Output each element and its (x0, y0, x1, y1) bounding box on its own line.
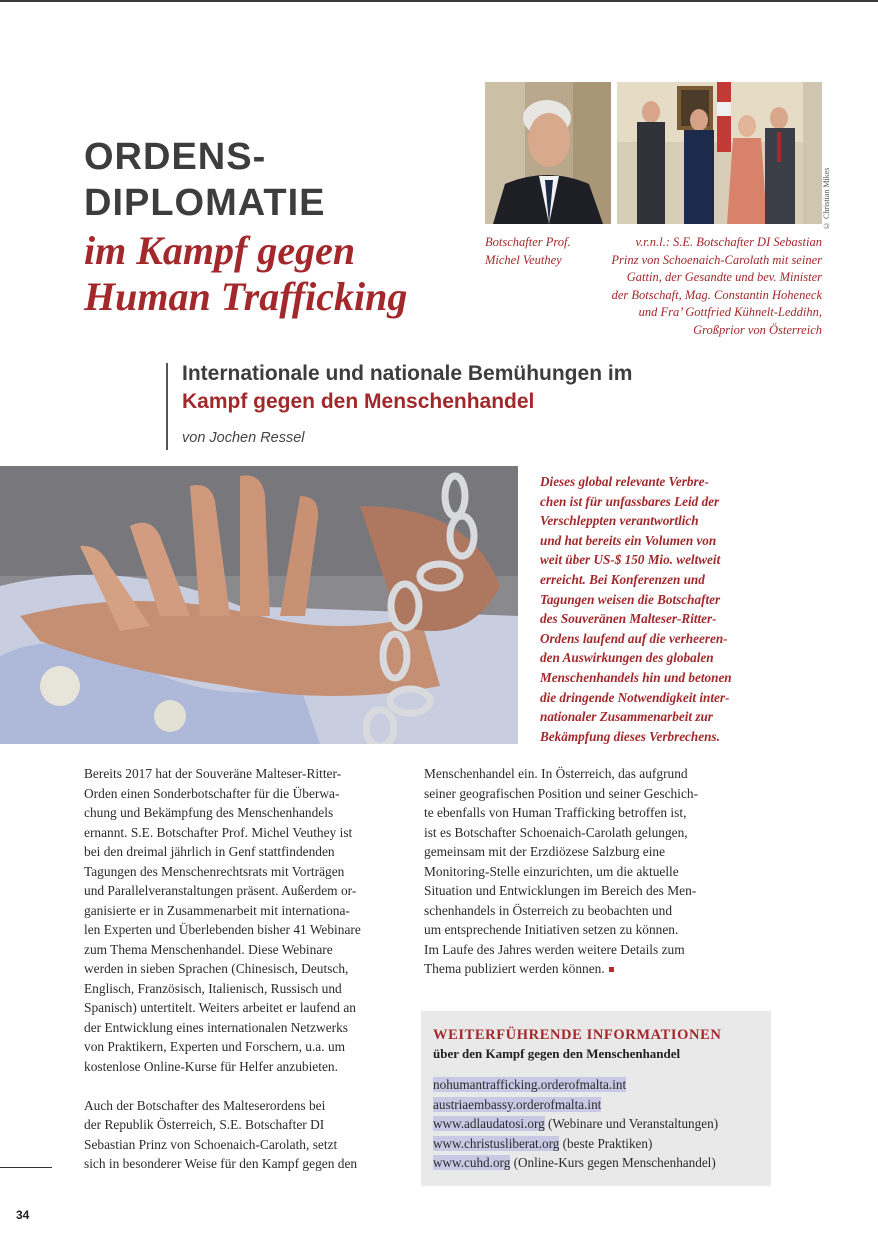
pull-quote-line: chen ist für unfassbares Leid der (540, 493, 720, 509)
link-nohumantrafficking[interactable]: nohumantrafficking.orderofmalta.int (433, 1077, 627, 1092)
body-line: Orden einen Sonderbotschafter für die Überwa- (84, 785, 340, 801)
body-line: bei den dreimal jährlich in Genf stattfindenden (84, 844, 335, 859)
body-line: ernannt. S.E. Botschafter Prof. Michel Veuthey ist (84, 824, 353, 840)
body-line: Sebastian Prinz von Schoenaich-Carolath, setzt (84, 1136, 338, 1152)
title-italic-line-1: im Kampf gegen (84, 228, 356, 273)
body-line: Auch der Botschafter des Malteserordens bei (84, 1097, 326, 1113)
body-line: chung und Bekämpfung des Menschenhandels (84, 805, 334, 820)
body-line: zum Thema Menschenhandel. Diese Webinare (84, 941, 333, 957)
subhead-rule (166, 363, 168, 450)
body-line: te ebenfalls von Human Trafficking betroffen ist, (424, 805, 687, 820)
body-line: seiner geografischen Position und seiner Geschich- (424, 785, 699, 801)
pull-quote-line: den Auswirkungen des globalen (540, 650, 714, 666)
pull-quote-line: und hat bereits ein Volumen von (540, 532, 717, 548)
subheading-line-1: Internationale und nationale Bemühungen im (182, 362, 633, 385)
body-line: Situation und Entwicklungen im Bereich des Men- (424, 883, 697, 898)
body-line: Monitoring-Stelle einzurichten, um die aktuelle (424, 863, 679, 879)
end-of-article-mark (609, 967, 614, 972)
link-note: (Online-Kurs gegen Menschenhandel) (510, 1155, 716, 1171)
body-line: gemeinsam mit der Erzdiözese Salzburg eine (424, 844, 666, 859)
article-title (84, 134, 474, 226)
body-column-2 (424, 764, 754, 998)
link-cuhd[interactable]: www.cuhd.org (433, 1155, 511, 1171)
body-line: Englisch, Französisch, Italienisch, Russisch und (84, 980, 342, 996)
pull-quote-line: nationaler Zusammenarbeit zur (540, 709, 713, 725)
body-line: der Entwicklung eines internationalen Netzwerks (84, 1019, 349, 1035)
title-italic-line-2: Human Trafficking (84, 274, 408, 319)
link-note: (beste Praktiken) (559, 1135, 653, 1151)
portrait-caption-line: Botschafter Prof. (485, 235, 571, 249)
body-line: Bereits 2017 hat der Souveräne Malteser-Ritter- (84, 766, 342, 781)
pull-quote-line: die dringende Notwendigkeit inter- (540, 689, 730, 705)
pull-quote-line: Tagungen weisen die Botschafter (540, 591, 721, 607)
pull-quote-line: Ordens laufend auf die verheeren- (540, 630, 728, 646)
portrait-photo (485, 82, 611, 224)
link-austriaembassy[interactable]: austriaembassy.orderofmalta.int (433, 1096, 602, 1112)
pull-quote-line: Menschenhandels hin und betonen (540, 669, 732, 685)
link-note: (Webinare und Veranstaltungen) (544, 1116, 719, 1132)
body-line: ist es Botschafter Schoenaich-Carolath gelungen, (424, 824, 688, 840)
body-line: und Parallelveranstaltungen präsent. Außerdem or- (84, 883, 357, 898)
pull-quote-line: Bekämpfung dieses Verbrechens. (540, 728, 720, 744)
body-line: Tagungen des Menschenrechtsrats mit Vorträgen (84, 863, 345, 879)
title-line-2: DIPLOMATIE (84, 182, 326, 224)
body-line: ganisierte er in Zusammenarbeit mit internationa- (84, 902, 350, 918)
article-title-italic (84, 228, 484, 320)
body-paragraph (84, 764, 402, 1076)
portrait-caption-line: Michel Veuthey (485, 252, 562, 267)
body-line: um entsprechende Initiativen setzen zu können. (424, 922, 679, 937)
link-adlaudatosi[interactable]: www.adlaudatosi.org (433, 1116, 545, 1132)
byline: von Jochen Ressel (182, 430, 305, 446)
hero-image-chained-hands (0, 466, 518, 744)
subheading (182, 360, 782, 416)
pull-quote (540, 472, 750, 746)
info-link-row (433, 1134, 773, 1154)
body-line: werden in sieben Sprachen (Chinesisch, Deutsch, (84, 961, 349, 976)
body-line: Thema publiziert werden können. (424, 961, 605, 976)
info-link-row (433, 1153, 773, 1173)
pull-quote-line: des Souveränen Malteser-Ritter- (540, 611, 717, 627)
info-link-row (433, 1095, 773, 1115)
footer-rule (0, 1167, 52, 1168)
body-line: Spanisch) untertitelt. Weiters arbeitet er laufend an (84, 1000, 356, 1015)
info-link-row (433, 1075, 773, 1095)
info-box-subtitle: über den Kampf gegen den Menschenhandel (433, 1046, 681, 1061)
body-line: von Praktikern, Experten und Forschern, u.a. um (84, 1039, 346, 1054)
info-box-links (433, 1075, 773, 1173)
title-line-1: ORDENS- (84, 136, 267, 178)
info-box-title: WEITERFÜHRENDE INFORMATIONEN (433, 1027, 722, 1043)
body-line: sich in besonderer Weise für den Kampf gegen den (84, 1156, 358, 1171)
group-caption-line: Gattin, der Gesandte und bev. Minister (626, 270, 822, 284)
group-caption-line: der Botschaft, Mag. Constantin Hoheneck (611, 287, 822, 302)
body-line: Im Laufe des Jahres werden weitere Details zum (424, 941, 685, 957)
pull-quote-line: weit über US-$ 150 Mio. weltweit (540, 552, 721, 568)
body-paragraph (424, 764, 754, 979)
body-line: len Experten und Überlebenden bisher 41 Webinare (84, 922, 361, 937)
group-caption (580, 234, 822, 339)
link-christusliberat[interactable]: www.christusliberat.org (433, 1135, 560, 1151)
group-caption-line: Großprior von Österreich (693, 322, 822, 337)
group-caption-line: v.r.n.l.: S.E. Botschafter DI Sebastian (635, 235, 822, 249)
group-caption-line: Prinz von Schoenaich-Carolath mit seiner (611, 252, 822, 267)
body-line: der Republik Österreich, S.E. Botschafter DI (84, 1117, 325, 1132)
body-line: Menschenhandel ein. In Österreich, das aufgrund (424, 766, 688, 781)
info-box (421, 1011, 771, 1186)
pull-quote-line: erreicht. Bei Konferenzen und (540, 571, 705, 587)
photo-credit: © Christian Mikes (822, 167, 831, 230)
pull-quote-line: Dieses global relevante Verbre- (540, 474, 709, 489)
group-photo (617, 82, 822, 224)
body-paragraph (84, 1096, 402, 1174)
group-caption-line: und Fra’ Gottfried Kühnelt-Leddihn, (638, 305, 822, 319)
info-link-row (433, 1114, 773, 1134)
page-number: 34 (16, 1208, 30, 1222)
pull-quote-line: Verschleppten verantwortlich (540, 513, 699, 529)
subheading-line-2: Kampf gegen den Menschenhandel (182, 390, 535, 413)
body-column-1 (84, 764, 402, 1193)
body-line: kostenlose Online-Kurse für Helfer anzubieten. (84, 1058, 338, 1074)
top-rule (0, 0, 878, 2)
body-line: schenhandels in Österreich zu beobachten und (424, 902, 673, 918)
